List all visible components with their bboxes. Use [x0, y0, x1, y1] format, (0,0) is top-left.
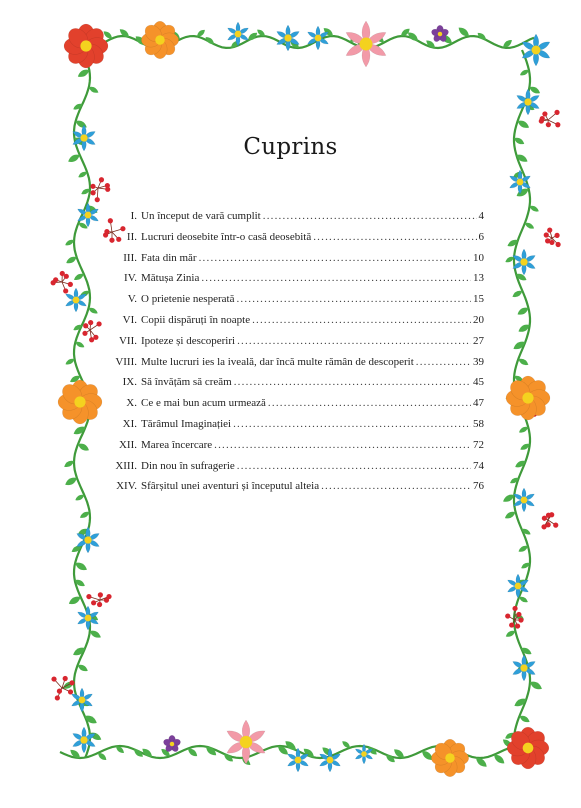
toc-page-number: 47 — [473, 397, 484, 410]
toc-chapter-number: X. — [126, 397, 137, 410]
toc-dot-leader — [237, 456, 471, 477]
toc-chapter-title: Din nou în sufragerie — [141, 459, 235, 472]
toc-dot-leader — [252, 310, 471, 331]
toc-entry — [80, 414, 484, 435]
toc-chapter-number: XII. — [118, 438, 137, 451]
toc-dot-leader — [214, 435, 471, 456]
toc-dot-leader — [234, 372, 471, 393]
toc-entry — [80, 310, 484, 331]
toc-dot-leader — [313, 227, 476, 248]
berry-cluster-icon — [544, 228, 561, 248]
orange-flower-icon — [506, 376, 550, 420]
berry-cluster-icon — [86, 592, 111, 607]
toc-chapter-title: O prietenie nesperată — [141, 293, 235, 306]
toc-page-number: 58 — [473, 417, 484, 430]
berry-cluster-icon — [51, 676, 74, 701]
blue-flower-icon — [319, 748, 342, 772]
toc-entry — [80, 206, 484, 227]
toc-dot-leader — [236, 289, 471, 310]
toc-page-number: 76 — [473, 480, 484, 493]
toc-dot-leader — [268, 393, 471, 414]
toc-chapter-number: II. — [126, 230, 137, 243]
toc-chapter-number: VIII. — [115, 355, 137, 368]
toc-entry — [80, 476, 484, 497]
berry-cluster-icon — [541, 512, 558, 529]
toc-dot-leader — [321, 476, 471, 497]
blue-flower-icon — [513, 488, 536, 512]
toc-dot-leader — [263, 206, 477, 227]
toc-chapter-number: V. — [127, 293, 137, 306]
toc-dot-leader — [233, 414, 471, 435]
toc-page-number: 20 — [473, 313, 484, 326]
toc-chapter-title: Copii dispăruți în noapte — [141, 313, 251, 326]
toc-chapter-title: Sfârșitul unei aventuri și începutul alteia — [141, 480, 320, 493]
toc-entry — [80, 331, 484, 352]
toc-dot-leader — [237, 331, 471, 352]
berry-cluster-icon — [90, 177, 110, 202]
toc-page-number: 10 — [473, 251, 484, 264]
red-flower-icon — [64, 24, 108, 68]
toc-chapter-number: XI. — [122, 417, 137, 430]
toc-chapter-number: VI. — [122, 313, 137, 326]
toc-page-number: 13 — [473, 272, 484, 285]
toc-entry — [80, 268, 484, 289]
toc-chapter-title: Ce e mai bun acum urmează — [141, 397, 266, 410]
toc-page-number: 45 — [473, 376, 484, 389]
toc-chapter-title: Lucruri deosebite într-o casă deosebită — [141, 230, 312, 243]
orange-flower-icon — [431, 739, 468, 776]
toc-chapter-number: XIII. — [115, 459, 137, 472]
toc-entry — [80, 352, 484, 373]
toc-dot-leader — [416, 352, 471, 373]
toc-chapter-title: Ipoteze și descoperiri — [141, 334, 236, 347]
toc-chapter-title: Fata din măr — [141, 251, 197, 264]
toc-chapter-title: Un început de vară cumplit — [141, 210, 261, 222]
toc-page-number: 74 — [473, 459, 484, 472]
toc-page-number: 6 — [478, 230, 484, 243]
toc-page-number: 15 — [473, 293, 484, 306]
toc-chapter-title: Tărâmul Imaginației — [141, 417, 232, 430]
blue-flower-icon — [72, 727, 97, 753]
toc-chapter-title: Să învățăm să creăm — [141, 376, 232, 389]
toc-chapter-number: III. — [123, 251, 137, 264]
toc-dot-leader — [199, 248, 471, 269]
toc-chapter-title: Marea încercare — [141, 438, 213, 451]
toc-chapter-number: IV. — [124, 272, 137, 285]
toc-chapter-title: Mătușa Zinia — [141, 272, 200, 285]
toc-page-number: 27 — [473, 334, 484, 347]
toc-dot-leader — [201, 268, 471, 289]
orange-flower-icon — [141, 21, 178, 58]
toc-entry — [80, 248, 484, 269]
toc-chapter-title: Multe lucruri ies la iveală, dar încă multe rămân de descoperit — [141, 355, 414, 368]
toc-chapter-number: VII. — [118, 334, 137, 347]
toc-entry — [80, 227, 484, 248]
toc-page-number: 72 — [473, 438, 484, 451]
toc-page-number: 4 — [478, 210, 484, 222]
toc-entry — [80, 372, 484, 393]
toc-chapter-number: I. — [130, 210, 137, 222]
toc-entry — [80, 289, 484, 310]
toc-entry — [80, 435, 484, 456]
berry-cluster-icon — [539, 110, 561, 128]
toc-chapter-number: XIV. — [116, 480, 137, 493]
table-of-contents — [80, 206, 484, 497]
toc-chapter-number: IX. — [122, 376, 137, 389]
berry-cluster-icon — [51, 271, 73, 294]
page-title: Cuprins — [243, 134, 338, 160]
toc-entry — [80, 393, 484, 414]
toc-page-number: 39 — [473, 355, 484, 368]
toc-entry — [80, 456, 484, 477]
blue-flower-icon — [512, 655, 537, 681]
red-flower-icon — [507, 727, 549, 769]
